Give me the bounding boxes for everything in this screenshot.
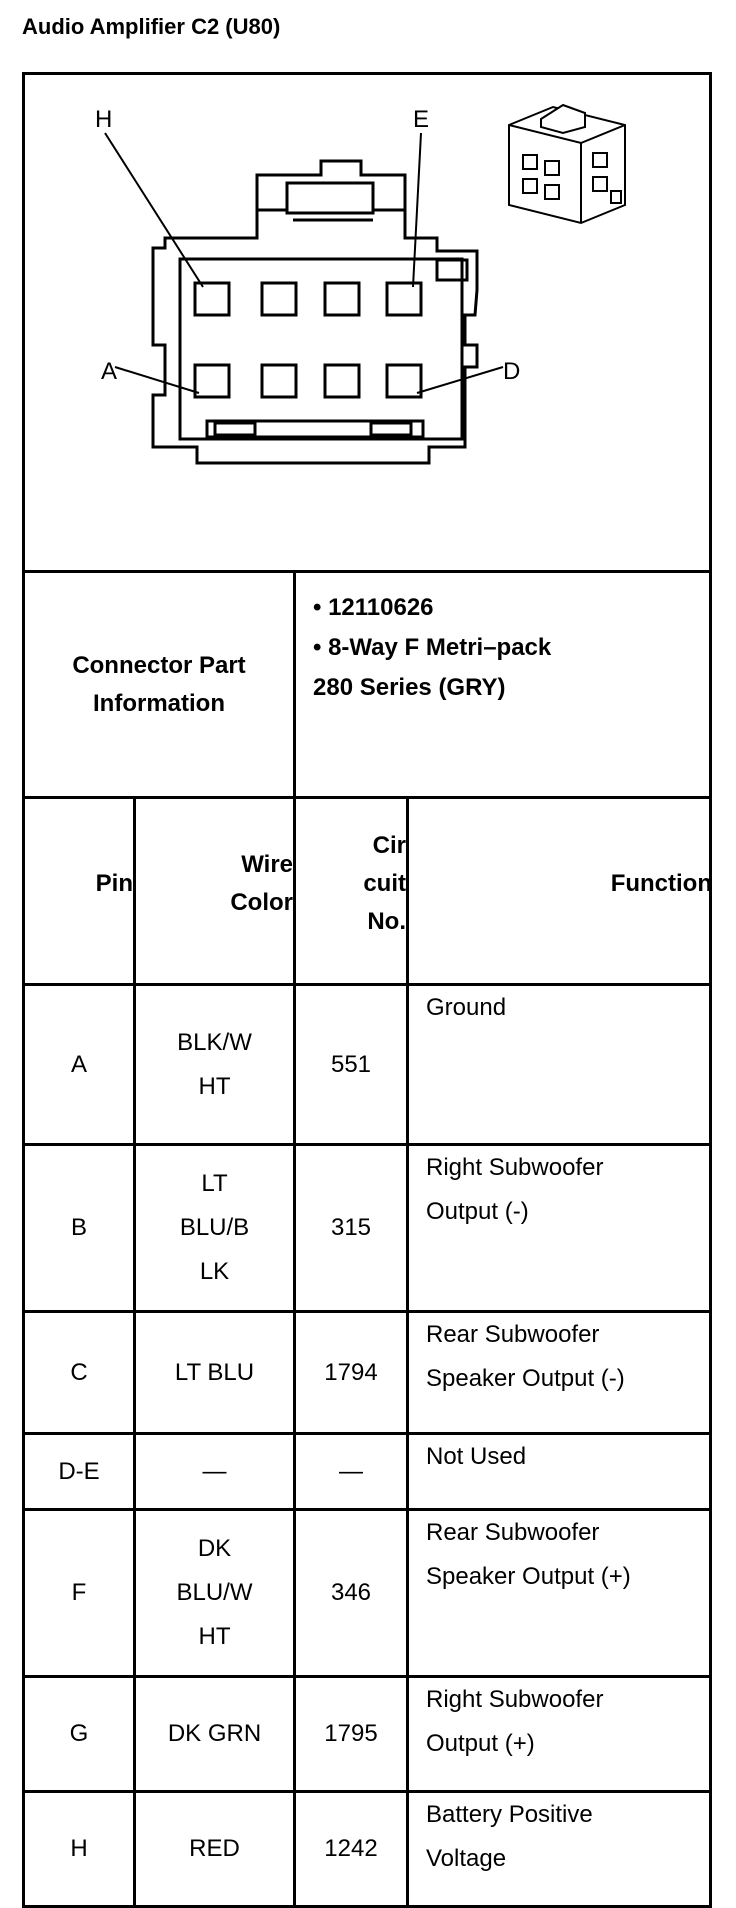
connector-info-list — [313, 588, 551, 708]
row-a-wire-line2: HT — [198, 1072, 231, 1100]
row-b-circuit: 315 — [330, 1214, 372, 1241]
pin-cavity-h — [195, 283, 229, 315]
pin-cavity-g — [262, 283, 296, 315]
pin-cavity-d — [387, 365, 421, 397]
header-pin-text: Pin — [95, 870, 133, 897]
header-circuit-line3: No. — [367, 908, 406, 935]
row-g-wire — [136, 1678, 293, 1790]
row-a-wire-line1: BLK/W — [177, 1028, 252, 1056]
row-f-function-line1: Rear Subwoofer — [426, 1519, 600, 1546]
row-b-wire-line3: LK — [199, 1258, 230, 1285]
connector-latch — [287, 183, 373, 213]
row-de-pin: D-E — [58, 1457, 100, 1485]
header-wire-line1: Wire — [241, 851, 293, 878]
header-circuit-line2: cuit — [363, 870, 406, 897]
row-f-function-line2: Speaker Output (+) — [426, 1563, 631, 1590]
page-title: Audio Amplifier C2 (U80) — [22, 14, 281, 39]
header-function — [409, 799, 712, 969]
header-circuit-line1: Cir — [372, 832, 406, 859]
pin-cavity-b — [262, 365, 296, 397]
row-de-wire — [136, 1435, 293, 1508]
row-de-function-line1: Not Used — [426, 1443, 527, 1470]
row-b-wire-line2: BLU/B — [179, 1214, 250, 1241]
row-a-pin: A — [70, 1050, 87, 1078]
connector-part-number: • 12110626 — [313, 594, 434, 621]
connector-series: 280 Series (GRY) — [313, 674, 506, 701]
row-c-pin: C — [70, 1358, 88, 1386]
row-h-pin: H — [70, 1835, 88, 1862]
row-b-pin: B — [70, 1214, 87, 1241]
connector-diagram — [25, 75, 709, 571]
pin-cavity-e — [387, 283, 421, 315]
pin-label-a: A — [101, 358, 118, 385]
pin-label-d: D — [503, 358, 521, 385]
row-f-circuit: 346 — [330, 1579, 372, 1606]
pin-cavity-f — [325, 283, 359, 315]
row-g-wire-line1: DK GRN — [167, 1720, 262, 1747]
row-h-circuit: 1242 — [324, 1835, 378, 1862]
row-c-function — [426, 1313, 712, 1432]
row-a-function-line1: Ground — [426, 994, 507, 1021]
row-de-circuit: — — [339, 1457, 363, 1485]
row-a-wire — [136, 986, 293, 1143]
row-c-wire — [136, 1313, 293, 1432]
row-f-wire-line1: DK — [197, 1535, 232, 1562]
connector-type: • 8-Way F Metri–pack — [313, 634, 552, 661]
header-wire-line2: Color — [230, 889, 293, 916]
leader-line-a — [115, 367, 199, 393]
row-c-circuit: 1794 — [324, 1358, 378, 1386]
leader-line-d — [417, 367, 503, 393]
row-h-function-line2: Voltage — [426, 1845, 507, 1872]
connector-isometric-view — [509, 105, 625, 223]
row-a-circuit: 551 — [330, 1050, 372, 1078]
header-function-text: Function — [610, 870, 712, 897]
row-g-function — [426, 1678, 712, 1790]
header-pin — [25, 799, 133, 969]
connector-info-label — [25, 573, 293, 796]
row-f-pin: F — [71, 1579, 87, 1606]
row-h-wire — [136, 1793, 293, 1905]
row-c-wire-line1: LT BLU — [174, 1358, 255, 1386]
pin-label-e: E — [413, 106, 430, 133]
header-circuit — [296, 799, 406, 969]
connector-info-label-line1: Connector Part — [72, 651, 246, 679]
leader-line-e — [413, 133, 421, 287]
row-h-wire-line1: RED — [189, 1835, 240, 1862]
pin-cavity-c — [325, 365, 359, 397]
row-a-function — [426, 986, 712, 1143]
connector-info-label-line2: Information — [93, 689, 225, 717]
row-f-wire — [136, 1511, 293, 1675]
row-f-function — [426, 1511, 712, 1675]
pin-cavity-a — [195, 365, 229, 397]
row-de-wire-line1: — — [202, 1457, 227, 1485]
row-g-pin: G — [69, 1720, 89, 1747]
header-wire-color — [136, 799, 293, 969]
divider-info-vertical — [293, 572, 296, 798]
row-f-wire-line3: HT — [198, 1623, 231, 1650]
row-h-function — [426, 1793, 712, 1905]
row-c-function-line2: Speaker Output (-) — [426, 1365, 625, 1392]
pin-label-h: H — [95, 106, 113, 133]
row-g-circuit: 1795 — [324, 1720, 378, 1747]
row-c-function-line1: Rear Subwoofer — [426, 1321, 600, 1348]
row-g-function-line1: Right Subwoofer — [426, 1686, 604, 1713]
row-g-function-line2: Output (+) — [426, 1730, 535, 1757]
row-b-wire — [136, 1146, 293, 1310]
row-de-function — [426, 1435, 712, 1508]
row-b-function-line2: Output (-) — [426, 1198, 529, 1225]
row-f-wire-line2: BLU/W — [176, 1579, 253, 1606]
row-b-function — [426, 1146, 712, 1310]
row-b-function-line1: Right Subwoofer — [426, 1154, 604, 1181]
row-h-function-line1: Battery Positive — [426, 1801, 593, 1828]
row-b-wire-line1: LT — [201, 1170, 228, 1197]
